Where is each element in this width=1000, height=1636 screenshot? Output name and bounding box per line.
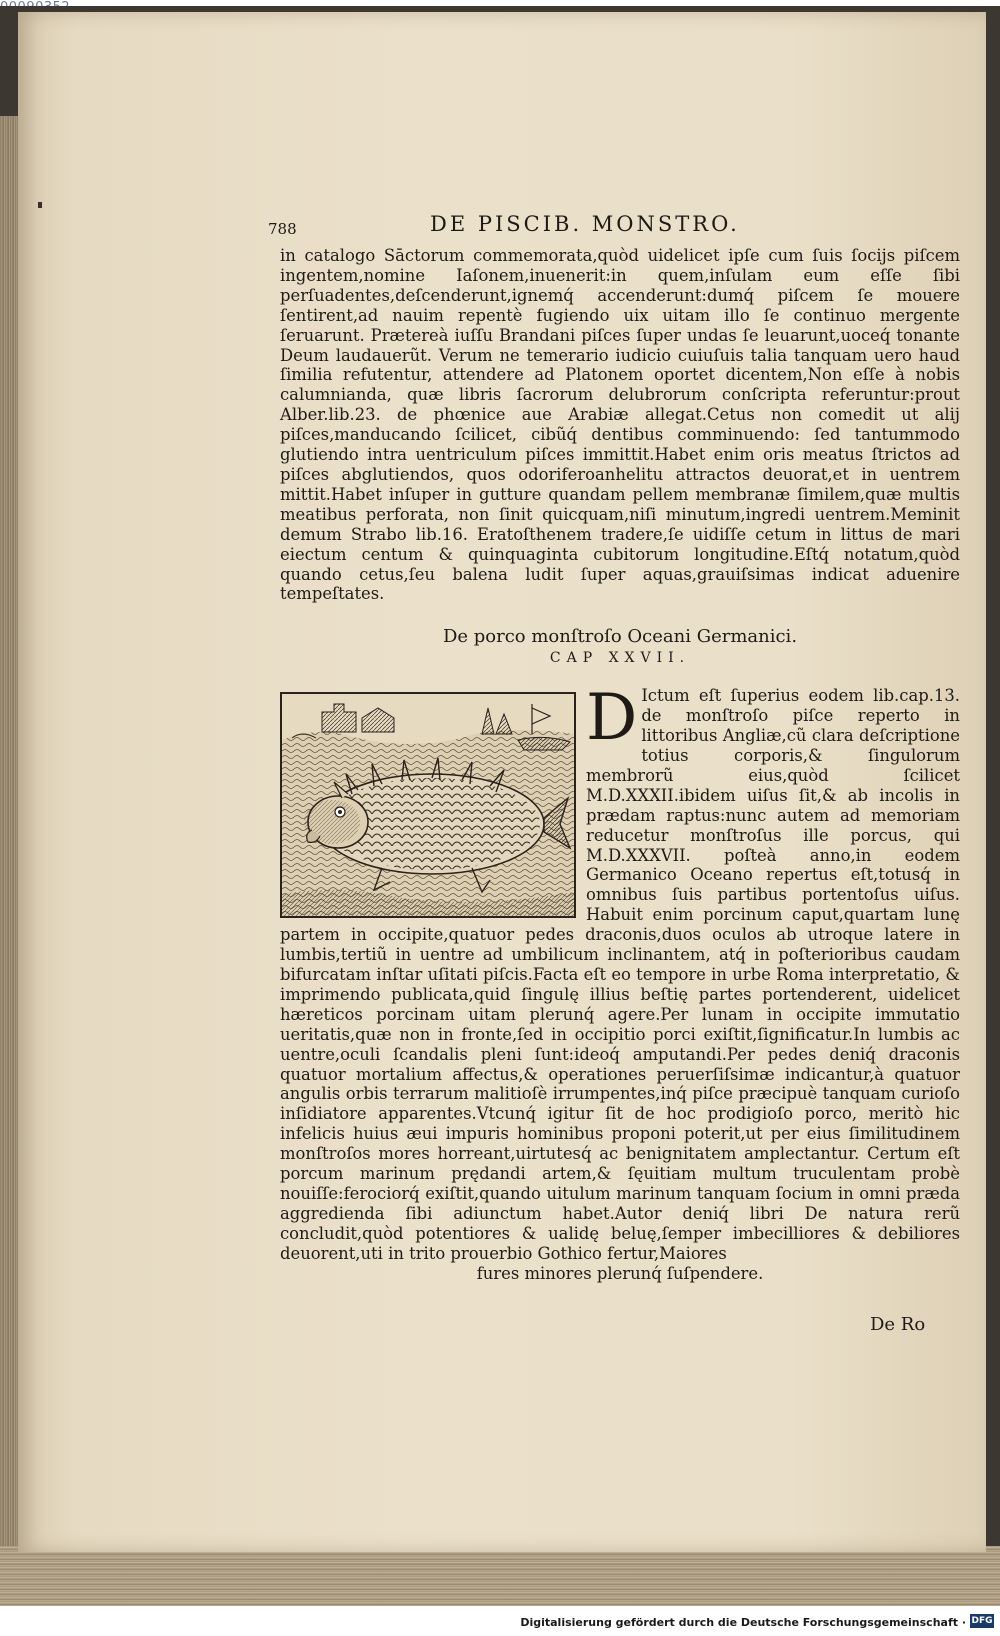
catchword: De Ro [870, 1314, 926, 1335]
book-scan [0, 6, 1000, 1606]
dfg-logo: DFG [971, 1616, 993, 1626]
section-title: De porco monſtroſo Oceani Germanici. [442, 626, 798, 648]
drop-cap-initial: D [586, 681, 638, 756]
page-number: 788 [268, 220, 297, 238]
running-head [268, 212, 960, 246]
page-edge-bottom [0, 1546, 1000, 1606]
paragraph-1: in catalogo Sāctorum commemorata,quòd uidelicet ipſe cum ſuis ſocijs piſcem ingentem,nomine Iaſonem,inuenerit:in quem,inſulam eum eſſe ſibi perſuadentes,deſcenderunt,ignemq́ accenderunt:dumq́ piſcem ſe mouere ſentirent,ad nauim repentè fugiendo uix uitam illo ſe continuo mergente ſeruarunt. Prætereà iuſſu Brandani piſces ſuper undas ſe leuarunt,uoceq́ tonante Deum laudauerũt. Verum ne temerario iudicio cuiuſuis talia tanquam uero haud ſimilia refutentur, attendere ad Platonem oportet dicentem,Non eſſe à nobis calumnianda, quæ libris ſacrorum delubrorum conſcripta referuntur:prout Alber.lib.23. de phœnice aue Arabiæ allegat.Cetus non comedit ut alij piſces,manducando ſcilicet, cibũq́ dentibus comminuendo: ſed tantummodo glutiendo intra uentriculum piſces immittit.Habet enim oris meatus ſtrictos ad piſces abglutiendos, quos odoriferoanhelitu attractos deuorat,et in uentrem mittit.Habet inſuper in gutture quandam pellem membranæ ſimilem,quæ multis meatibus perforata, non ſinit quicquam,niſi minutum,ingredi uentrem.Meminit demum Strabo lib.16. Eratoſthenem tradere,ſe uidiſſe cetum in littus de mari eiectum centum & quinquaginta cubitorum longitudine.Eſtq́ notatum,quòd quando cetus,ſeu balena ludit ſuper aquas,grauiſsimas indicat aduenire tempeſtates. [280, 246, 960, 604]
paragraph-2: Ictum eſt ſuperius eodem lib.cap.13. de monſtroſo piſce reperto in littoribus Angliæ,cũ clara deſcriptione totius corporis,& ſingulorum membrorũ eius,quòd ſcilicet M.D.XXXII.ibidem uiſus ſit,& ab incolis in prædam raptus:nunc autem ad memoriam reducetur monſtroſus ille porcus, qui M.D.XXXVII. poſteà anno,in eodem Germanico Oceano repertus eſt,totusq́ in omnibus ſuis partibus portentoſus uiſus. Habuit enim porcinum caput,quartam lunę partem in occipite,quatuor pedes draconis,duos oculos ab utroque latere in lumbis,tertiũ in uentre ad umbilicum inclinantem, atq́ in poſterioribus caudam bifurcatam inſtar uſitati piſcis.Facta eſt eo tempore in urbe Roma interpretatio, & imprimendo publicata,quid ſingulę illius beſtię partes portenderent, uidelicet hæreticos porcinam uitam plerunq́ agere.Per lunam in occipite immutatio ueritatis,quæ non in fronte,ſed in occipitio porci exiſtit,ſignificatur.In lumbis ac uentre,oculi ſcandalis pleni ſunt:ideoq́ amputandi.Per pedes deniq́ draconis quatuor mortalium affectus,& operationes peruerſiſsimæ indicantur,à quatuor angulis orbis terrarum malitioſè irrumpentes,inq́ piſce præcipuè tanquam curioſo inſidiatore apparentes.Vtcunq́ igitur ſit de hoc prodigioſo porco, meritò hic infelicis huius æui impuris hominibus proponi poterit,ut per eius ſimilitudinem monſtroſos mores horreant,uirtutesq́ ac benignitatem amplectantur. Certum eſt porcum marinum prędandi artem,& ſęuitiam multum truculentam probè nouiſſe:ferociorq́ exiſtit,quando uitulum marinum tanquam ſocium in omni præda aggredienda ſibi adiunctum habet.Autor deniq́ libri De natura rerũ concludit,quòd potentiores & ualidę beluę,ſemper imbecilliores & debiliores deuorent,uti in trito prouerbio Gothico fertur,Maiores [280, 686, 960, 1263]
footer-bar [0, 1606, 1000, 1636]
running-head-title: DE PISCIB. MONSTRO. [430, 212, 740, 236]
funding-credit: Digitalisierung gefördert durch die Deutsche Forschungsgemeinschaft · [520, 1616, 966, 1629]
spine-mark [38, 202, 42, 208]
text-block [268, 212, 960, 1284]
sea-pig-woodcut [280, 692, 576, 918]
chapter-heading: CAP XXVII. [549, 650, 691, 667]
paragraph-tail: fures minores plerunq́ ſuſpendere. [476, 1263, 764, 1283]
woodcut-illustration [282, 694, 574, 916]
figure-block [280, 681, 960, 1263]
book-page [18, 12, 986, 1552]
